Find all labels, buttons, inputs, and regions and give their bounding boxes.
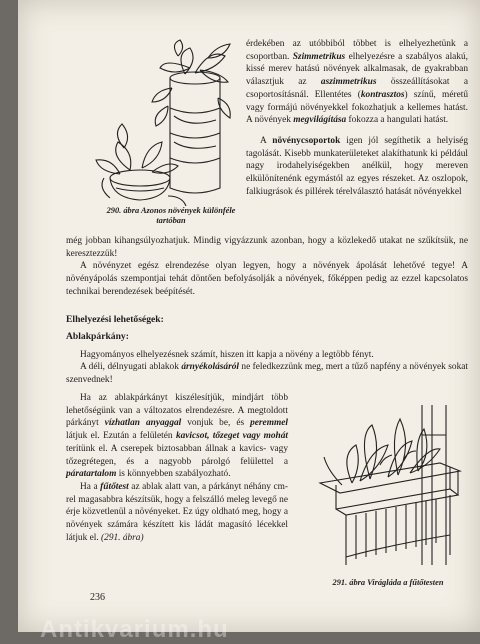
paragraph-traditional: Hagyományos elhelyezésnek számít, hiszen itt kapja a növény a legtöbb fényt. — [80, 349, 374, 360]
figure-291-illustration — [300, 405, 470, 575]
page-number: 236 — [90, 592, 105, 603]
paragraph-grouping: érdekében az utóbbiból többet is elhelyezhetünk a csoportban. Szimmetrikus elhelyezésre a szabályos alakú, kissé merev hatású növények alkalmasak, de gyakrabban választjuk az aszimmetrikus összeállításokat a csoportosításnál. Ellentétes (kontrasztos) színű, méretű vagy formájú növényekkel fokozhatjuk a kellemes hatást. A növények megvilágítása fokozza a hangulati hatást. — [246, 39, 468, 126]
left-column-text — [66, 392, 288, 544]
book-page — [18, 0, 480, 632]
full-width-text — [66, 235, 468, 387]
paragraph-plant-groups: A növénycsoportok igen jól segíthetik a helyiség tagolását. Kisebb munkaterületeket alakíthatunk ki például nagy irodahelyiségekben anélkül, hogy mereven elkülönítenénk egymástól az egyes részeket. Az oszlopok, falkiugrások és pillérek térelválasztó hatását növényekkel — [246, 135, 468, 197]
paragraph-radiator: Ha a fűtőtest az ablak alatt van, a párkányt néhány cm-rel magasabbra készítsük, hogy a felszálló meleg levegő ne érje közvetlenül a növényeket. Ez úgy oldható meg, hogy a növények számára készített kis ládát magasító lécekkel látjuk el. (291. ábra) — [66, 481, 288, 543]
watermark: Antikvarium.hu — [40, 616, 229, 643]
paragraph-arrangement: A növényzet egész elrendezése olyan legyen, hogy a növények ápolását lehetővé tegye! A növényápolás szempontjai tehát döntően befolyásolják a növények, főképpen pedig az ezzel kapcsolatos technikai berendezések beépítését. — [66, 261, 468, 297]
heading-placement-options: Elhelyezési lehetőségek: — [66, 313, 164, 325]
paragraph-wider-sill: Ha az ablakpárkányt kiszélesítjük, mindjárt több lehetőségünk van a változatos elrendezésre. A megtoldott párkányt vízhatlan anyaggal vonjuk be, és peremmel látjuk el. Ezután a felületén kavicsot, tőzeget vagy mohát terítünk el. A cserepek biztosabban állnak a kavics- vagy tőzegrétegen, és a nagyobb párolgó felülettel a páratartalom is könnyebben szabályozható. — [66, 393, 288, 480]
right-column-text — [246, 38, 468, 198]
heading-window-sill: Ablakpárkány: — [66, 330, 129, 342]
figure-290-caption: 290. ábra Azonos növények különféle tartóban — [106, 206, 236, 225]
paragraph-columns: még jobban kihangsúlyozhatjuk. Mindig vigyázzunk azonban, hogy a közlekedő utakat ne szűkítsük, ne keresztezzük! — [66, 236, 468, 259]
figure-290-illustration — [90, 38, 240, 206]
paragraph-shading: A déli, délnyugati ablakok árnyékolásáról ne feledkezzünk meg, mert a tűző napfény a növények sokat szenvednek! — [66, 362, 468, 386]
figure-291-caption: 291. ábra Virágláda a fűtőtesten — [332, 578, 444, 587]
